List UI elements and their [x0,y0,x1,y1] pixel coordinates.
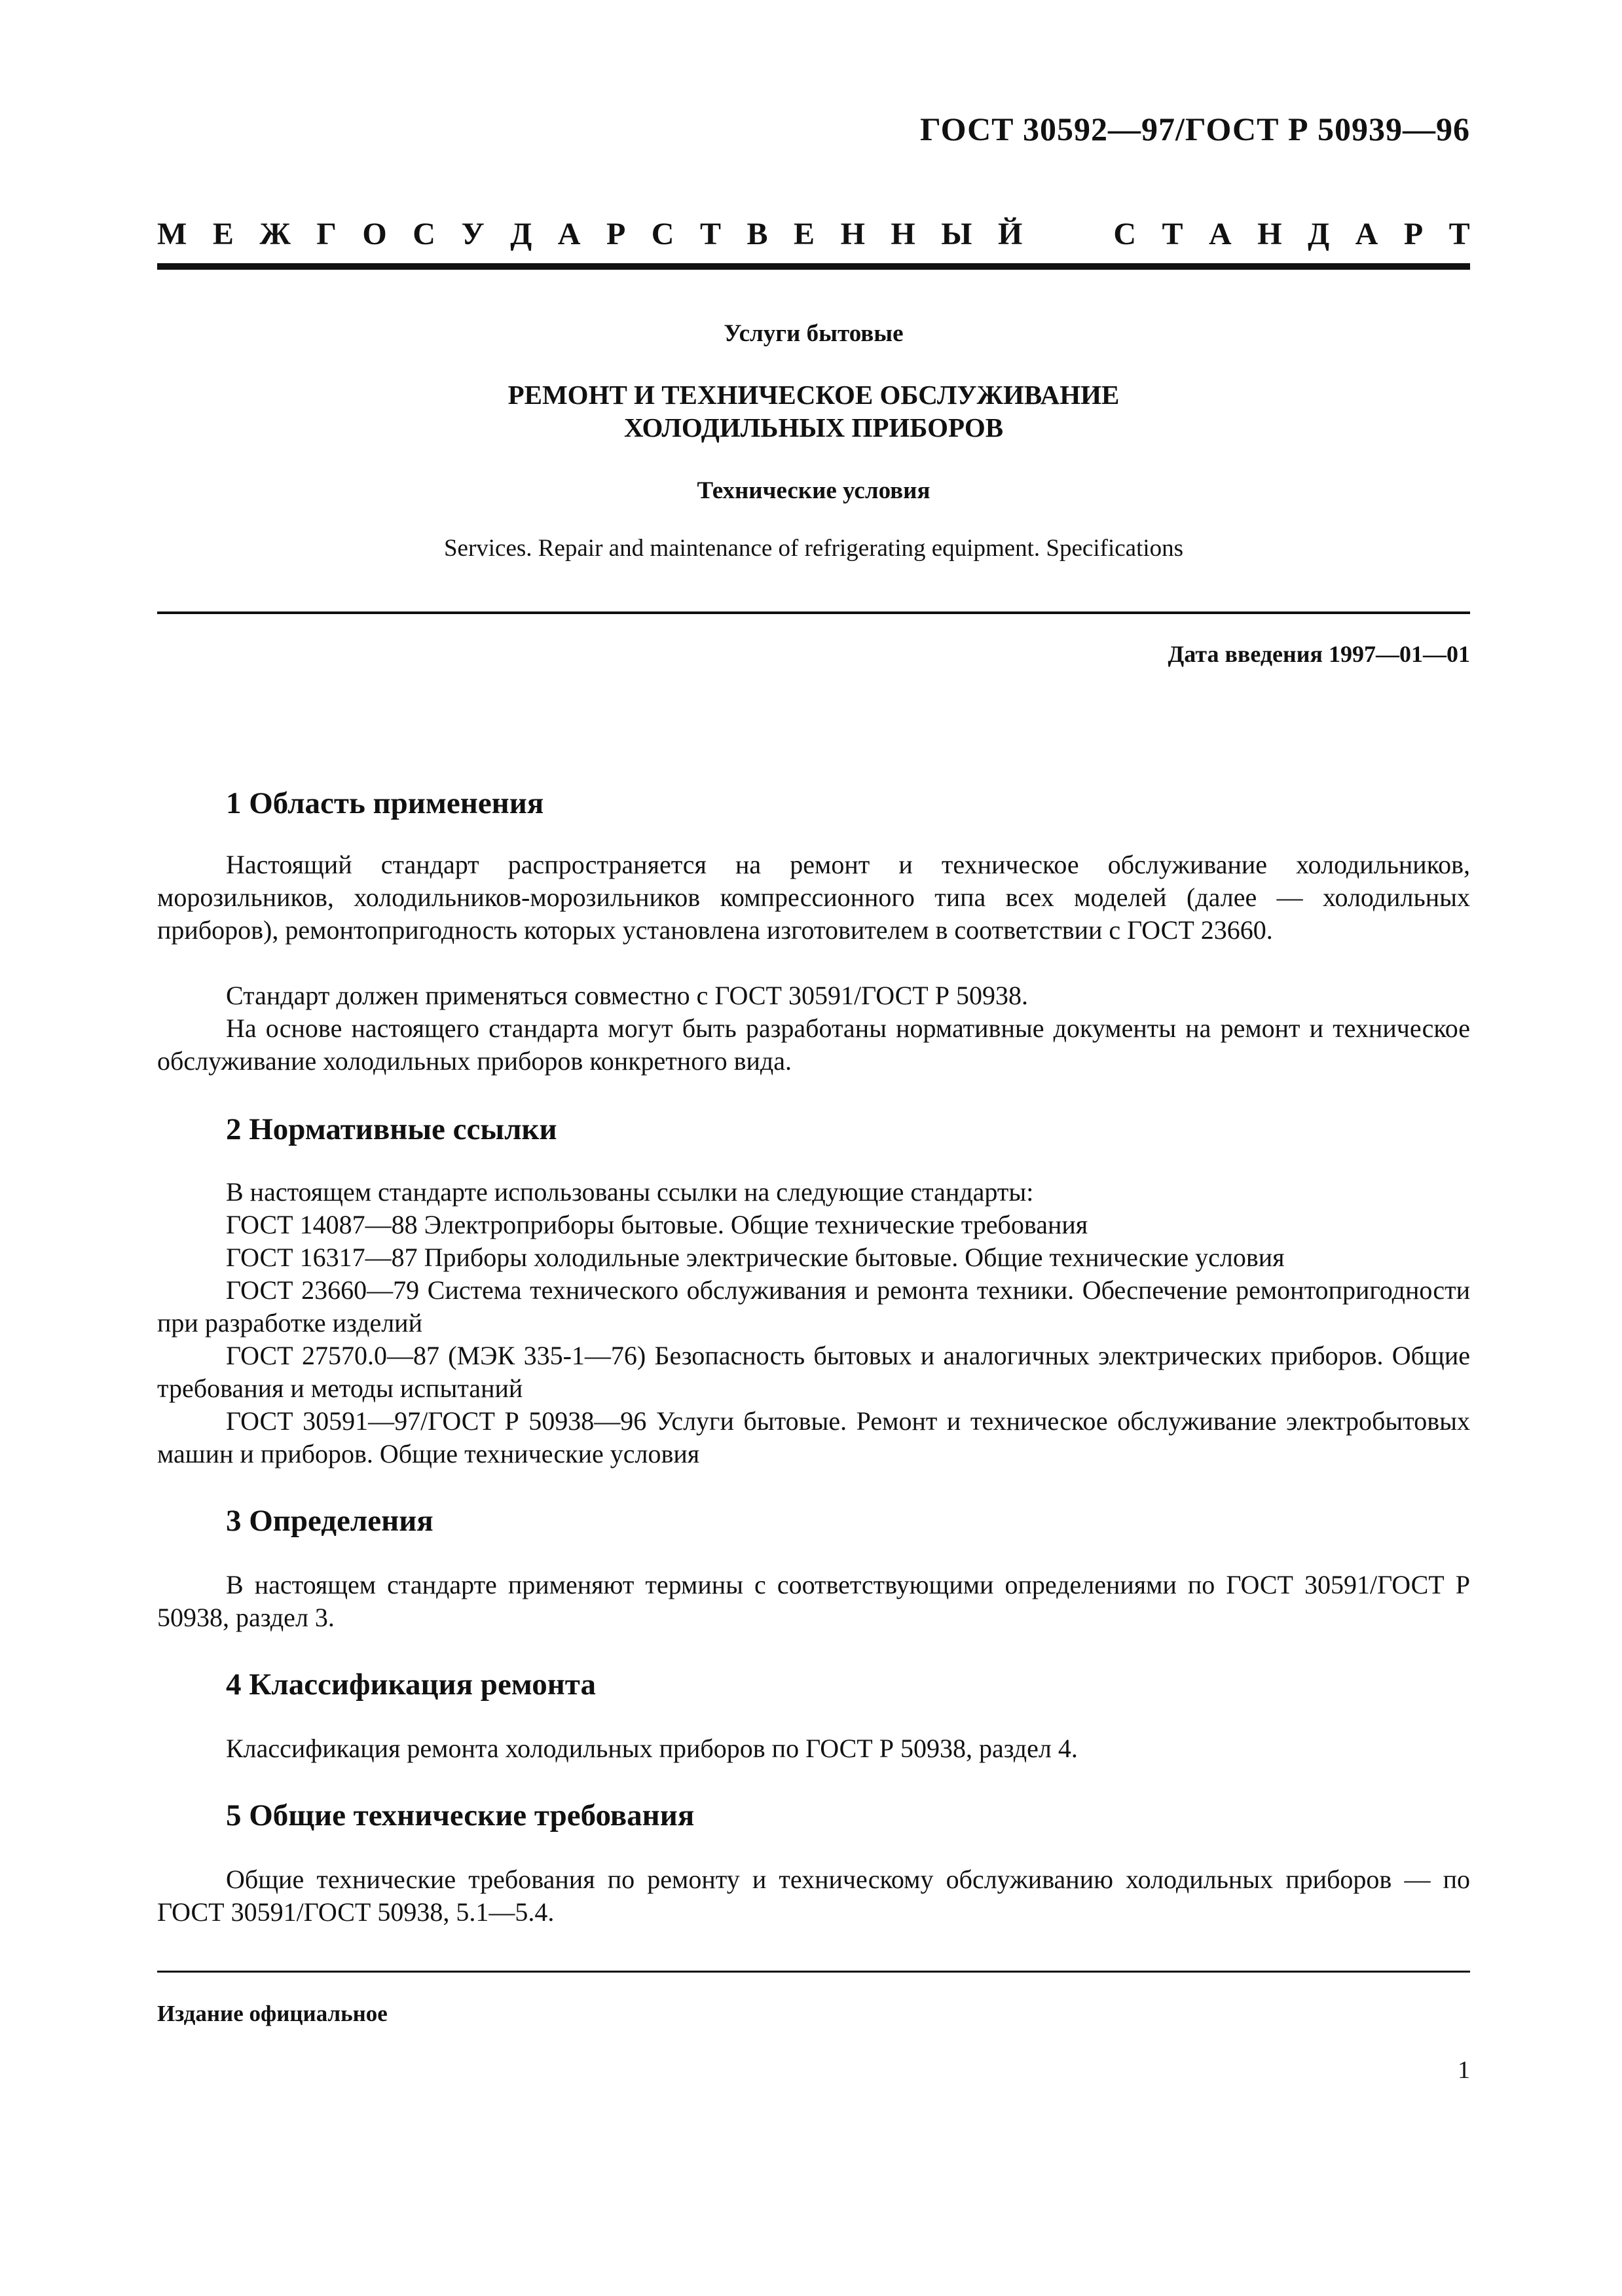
interstate-letter: Н [1257,217,1282,251]
page-number: 1 [1458,2056,1470,2084]
interstate-letter: С [1113,217,1136,251]
english-title: Services. Repair and maintenance of refrigerating equipment. Specifications [443,535,1184,562]
reference-item: ГОСТ 14087—88 Электроприборы бытовые. Общие технические требования [226,1210,1088,1239]
reference-item: ГОСТ 16317—87 Приборы холодильные электрические бытовые. Общие технические условия [226,1243,1285,1272]
reference-item: ГОСТ 27570.0—87 (МЭК 335-1—76) Безопасность бытовых и аналогичных электрических приборов. Общие требования и методы испытаний [157,1341,1470,1403]
header-rule [157,263,1470,270]
paragraph: Классификация ремонта холодильных приборов по ГОСТ Р 50938, раздел 4. [226,1734,1078,1763]
footer-rule [157,1971,1470,1973]
paragraph: Настоящий стандарт распространяется на ремонт и техническое обслуживание холодильников, морозильников, холодильников-морозильников компрессионного типа всех моделей (далее — холодильных приборов), ремонтопригодность которых установлена изготовителем в соответствии с ГОСТ 23660. [157,850,1470,945]
reference-item: ГОСТ 23660—79 Система технического обслуживания и ремонта техники. Обеспечение ремонтопригодности при разработке изделий [157,1275,1470,1338]
interstate-letter: М [157,217,187,251]
word-gap [1048,216,1088,252]
paragraph: В настоящем стандарте использованы ссылки на следующие стандарты: [226,1177,1034,1207]
interstate-letter: Е [794,217,815,251]
document-number: ГОСТ 30592—97/ГОСТ Р 50939—96 [920,111,1470,147]
specifications-subtitle: Технические условия [697,477,931,504]
interstate-letter: Е [212,217,234,251]
interstate-letter: С [413,217,435,251]
section-title: 1 Область применения [226,786,544,820]
interstate-letter: Д [1308,217,1330,251]
interstate-letter: Т [1448,217,1470,251]
interstate-letter: В [746,217,768,251]
official-edition-note: Издание официальное [157,2001,388,2026]
paragraph: В настоящем стандарте применяют термины с соответствующими определениями по ГОСТ 30591/ГОСТ Р 50938, раздел 3. [157,1570,1470,1632]
interstate-letter: А [1209,217,1232,251]
paragraph: Стандарт должен применяться совместно с ГОСТ 30591/ГОСТ Р 50938. [226,981,1028,1010]
interstate-letter: У [461,217,485,251]
interstate-letter: Ы [941,217,972,251]
interstate-letter: О [362,217,387,251]
interstate-letter: Н [891,217,915,251]
introduction-date: Дата введения 1997—01—01 [1168,641,1470,667]
interstate-letter: Й [997,217,1023,251]
title-rule [157,611,1470,614]
section-title: 5 Общие технические требования [226,1798,695,1832]
interstate-letter: С [651,217,674,251]
services-title: Услуги бытовые [724,320,904,347]
interstate-letter: Т [1162,217,1183,251]
interstate-letter: Н [840,217,865,251]
section-title: 4 Классификация ремонта [226,1667,596,1702]
interstate-letter: Т [699,217,721,251]
interstate-letter: Г [316,217,337,251]
section-title: 3 Определения [226,1504,433,1538]
interstate-standard-heading [157,216,1470,252]
interstate-letter: А [557,217,581,251]
interstate-letter: А [1355,217,1378,251]
main-title-line: РЕМОНТ И ТЕХНИЧЕСКОЕ ОБСЛУЖИВАНИЕ [507,380,1120,410]
reference-item: ГОСТ 30591—97/ГОСТ Р 50938—96 Услуги бытовые. Ремонт и техническое обслуживание электробытовых машин и приборов. Общие технические условия [157,1406,1470,1468]
interstate-letter: Ж [259,217,291,251]
interstate-letter: Р [606,217,626,251]
paragraph: Общие технические требования по ремонту и техническому обслуживанию холодильных приборов — по ГОСТ 30591/ГОСТ 50938, 5.1—5.4. [157,1865,1470,1927]
main-title-line: ХОЛОДИЛЬНЫХ ПРИБОРОВ [623,412,1004,443]
section-title: 2 Нормативные ссылки [226,1112,557,1146]
paragraph: На основе настоящего стандарта могут быть разработаны нормативные документы на ремонт и техническое обслуживание холодильных приборов конкретного вида. [157,1013,1470,1076]
main-title [157,378,1470,444]
interstate-letter: Р [1403,217,1424,251]
interstate-letter: Д [510,217,532,251]
